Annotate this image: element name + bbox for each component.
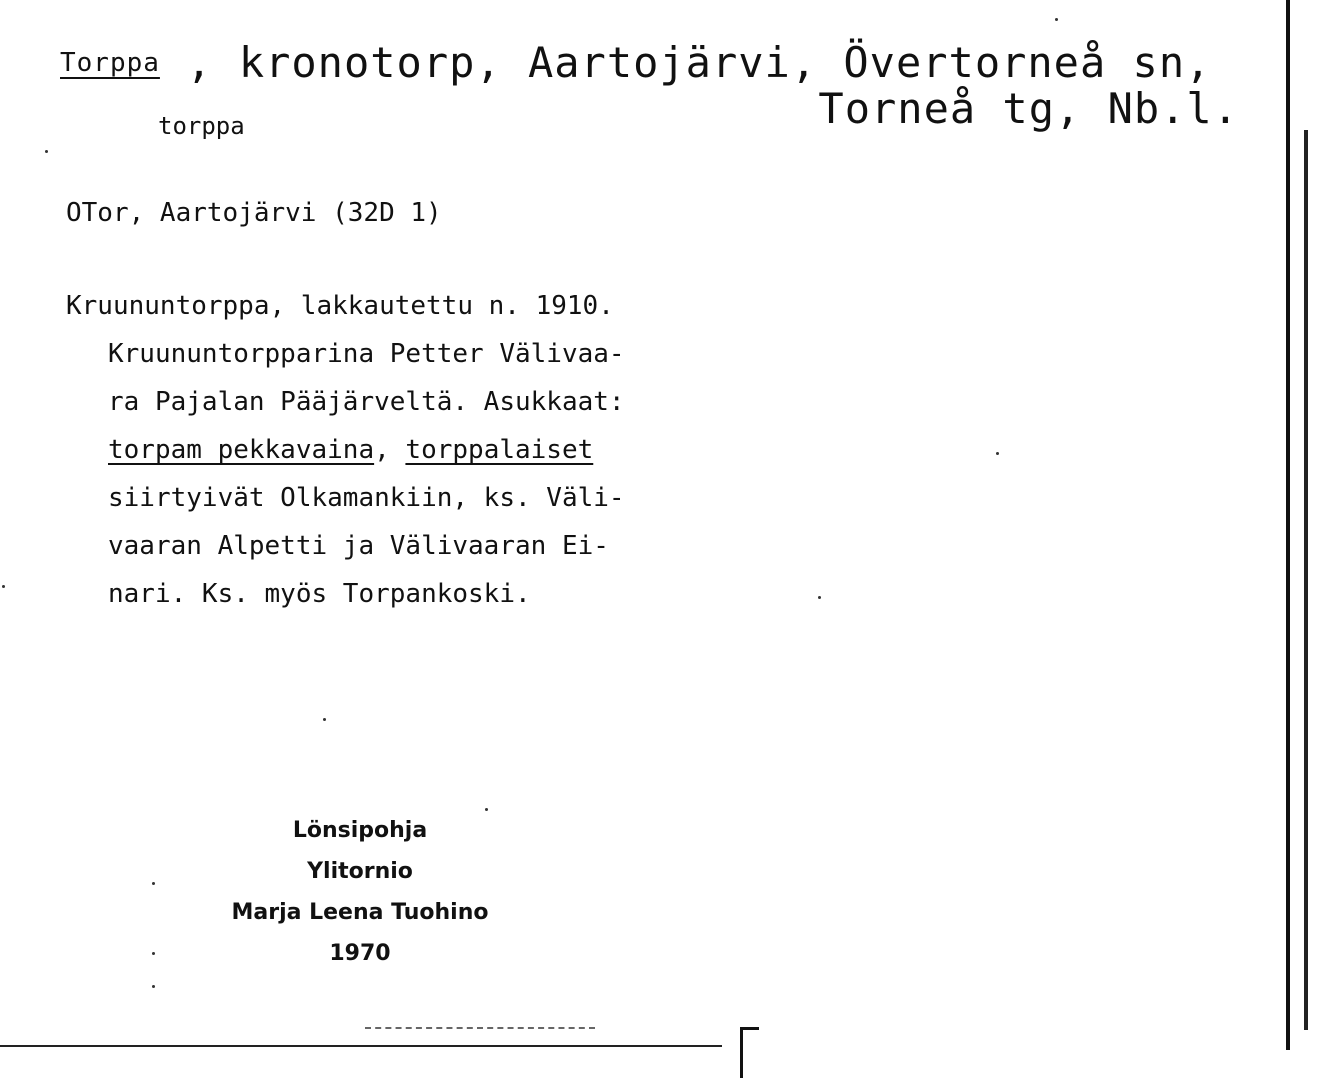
- collector-name: Marja Leena Tuohino: [231, 900, 489, 925]
- scan-speck: [152, 952, 155, 955]
- headword: Torppa: [60, 48, 160, 78]
- collector-parish: Ylitornio: [307, 859, 413, 884]
- scan-speck: [1055, 18, 1058, 21]
- body-line: siirtyivät Olkamankiin, ks. Väli-: [108, 483, 625, 513]
- scan-speck: [45, 150, 48, 153]
- card-heading: [60, 38, 1211, 87]
- underlined-term: torppalaiset: [405, 435, 594, 465]
- card-bottom-line: [0, 1045, 722, 1047]
- scan-speck: [485, 808, 488, 811]
- scan-speck: [2, 585, 5, 588]
- collector-stamp: [160, 810, 560, 974]
- card-edge-shadow: [1304, 130, 1308, 1030]
- body-line: nari. Ks. myös Torpankoski.: [108, 579, 531, 609]
- card-body: [66, 282, 625, 618]
- scan-speck: [152, 882, 155, 885]
- body-line: Kruununtorppa, lakkautettu n. 1910.: [66, 291, 614, 321]
- collector-year: 1970: [329, 941, 391, 966]
- source-reference: OTor, Aartojärvi (32D 1): [66, 198, 442, 228]
- scan-speck: [152, 985, 155, 988]
- collector-region: Lönsipohja: [292, 818, 428, 843]
- term-separator: ,: [374, 435, 406, 465]
- body-line-underlined: [66, 426, 625, 474]
- card-bottom-dash: [365, 1027, 595, 1029]
- scan-speck: [818, 596, 821, 599]
- body-line: Kruununtorpparina Petter Välivaa-: [108, 339, 625, 369]
- heading-location-continued: Torneå tg, Nb.l.: [818, 84, 1239, 133]
- heading-location: kronotorp, Aartojärvi, Övertorneå sn,: [238, 38, 1212, 87]
- body-line: vaaran Alpetti ja Välivaaran Ei-: [108, 531, 609, 561]
- card-edge-line: [1286, 0, 1290, 1050]
- scan-speck: [323, 718, 326, 721]
- corner-mark: [740, 1027, 759, 1078]
- headword-subform: torppa: [158, 112, 245, 140]
- underlined-term: torpam pekkavaina: [108, 435, 375, 465]
- scan-speck: [996, 452, 999, 455]
- body-line: ra Pajalan Pääjärveltä. Asukkaat:: [108, 387, 625, 417]
- headword-comma: ,: [186, 38, 213, 87]
